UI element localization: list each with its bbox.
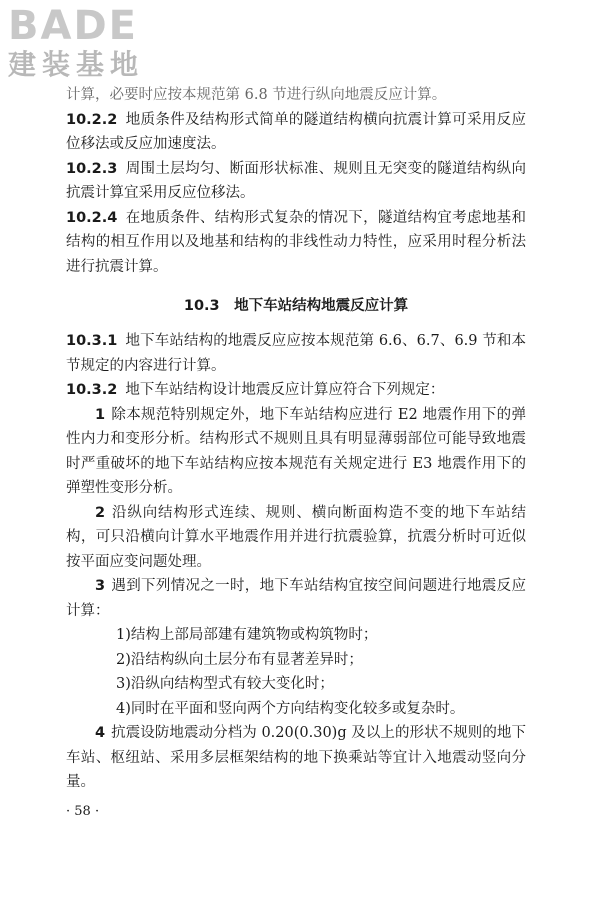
- document-body: [66, 83, 526, 795]
- continuation-text: 计算，必要时应按本规范第 6.8 节进行纵向地震反应计算。: [66, 87, 447, 103]
- sub-item: 2)沿结构纵向土层分布有显著差异时；: [116, 651, 363, 668]
- item-number: 4: [95, 725, 106, 741]
- clause-number: 10.3.1: [66, 333, 118, 349]
- page-number: · 58 ·: [66, 804, 100, 819]
- watermark-logo: [8, 4, 144, 82]
- sub-item: 3)沿纵向结构型式有较大变化时；: [116, 676, 334, 692]
- clause-10-2-2: [66, 108, 526, 157]
- clause-text: 在地质条件、结构形式复杂的情况下，隧道结构宜考虑地基和结构的相互作用以及地基和结构的非线性动力特性，应采用时程分析法进行抗震计算。: [66, 209, 526, 275]
- item-text: 沿纵向结构形式连续、规则、横向断面构造不变的地下车站结构，可只沿横向计算水平地震作用并进行抗震验算，抗震分析时可近似按平面应变问题处理。: [66, 504, 526, 570]
- clause-10-3-2: [66, 378, 526, 403]
- item-number: 3: [95, 578, 106, 594]
- clause-text: 地下车站结构设计地震反应计算应符合下列规定：: [125, 382, 445, 398]
- item-number: 1: [95, 406, 106, 423]
- list-item: [66, 721, 526, 795]
- clause-number: 10.2.2: [66, 111, 118, 128]
- watermark-bottom-text: 建装基地: [8, 48, 145, 81]
- list-item: [66, 501, 526, 575]
- list-item: [66, 574, 526, 623]
- item-text: 抗震设防地震动分档为 0.20(0.30)g 及以上的形状不规则的地下车站、枢纽站、采用多层框架结构的地下换乘站等宜计入地震动竖向分量。: [66, 725, 526, 790]
- section-title: 10.3 地下车站结构地震反应计算: [183, 298, 409, 314]
- clause-number: 10.3.2: [66, 382, 118, 398]
- clause-number: 10.2.4: [66, 209, 118, 226]
- clause-10-2-3: [66, 157, 526, 206]
- watermark-top-text: BADE: [8, 3, 138, 49]
- clause-text: 周围土层均匀、断面形状标准、规则且无突变的隧道结构纵向抗震计算宜采用反应位移法。: [66, 160, 526, 201]
- sub-item: 1)结构上部局部建有建筑物或构筑物时；: [116, 627, 378, 643]
- clause-10-2-4: [66, 206, 526, 280]
- clause-number: 10.2.3: [66, 160, 118, 177]
- item-number: 2: [95, 504, 106, 521]
- item-text: 除本规范特别规定外，地下车站结构应进行 E2 地震作用下的弹性内力和变形分析。结构形式不规则且具有明显薄弱部位可能导致地震时严重破坏的地下车站结构应按本规范有关规定进行 E3 地震作用下的弹塑性变形分析。: [66, 406, 526, 496]
- item-text: 遇到下列情况之一时，地下车站结构宜按空间问题进行地震反应计算：: [66, 578, 526, 619]
- clause-10-3-1: [66, 329, 526, 378]
- clause-text: 地质条件及结构形式简单的隧道结构横向抗震计算可采用反应位移法或反应加速度法。: [66, 111, 526, 152]
- list-item: [66, 403, 526, 501]
- clause-text: 地下车站结构的地震反应应按本规范第 6.6、6.7、6.9 节和本节规定的内容进行计算。: [66, 333, 526, 374]
- sub-item: 4)同时在平面和竖向两个方向结构变化较多或复杂时。: [116, 700, 465, 717]
